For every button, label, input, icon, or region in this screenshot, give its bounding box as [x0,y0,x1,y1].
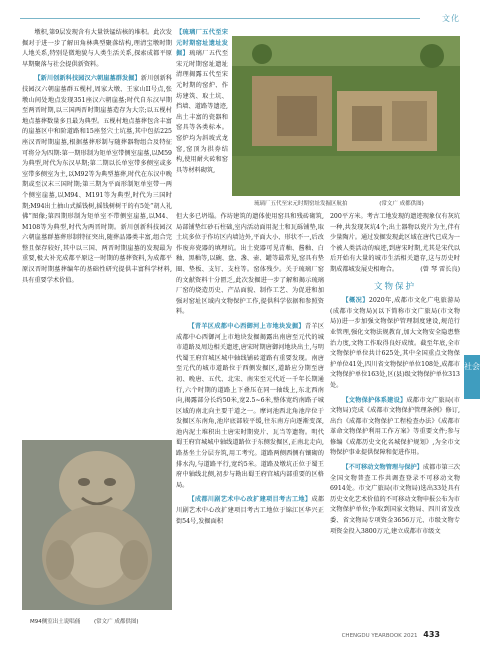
figurine-caption-credit: (常文广 成都供图) [94,619,139,625]
kiln-site-caption-title: 琉璃厂五代至宋元时期窑址发掘区航拍 [254,201,348,207]
figurine-caption-title: M94侧室出土说唱俑 [30,619,81,625]
figurine-illustration [22,440,172,610]
middle-column-lower [176,212,324,527]
footer-journal: CHENGDU YEARBOOK 2021 [341,633,418,639]
middle-column-upper [176,28,228,176]
section-title-liulichang: 【琉璃厂五代至宋元时期窑址遗址发掘】 [176,29,228,58]
middle-paragraph-2-text: 青羊区成都中心西御河上市地块发掘揭露出南唐至元代的城市道路及周边相关遗迹,唐宋时期唐御河地块出土,与明代蜀王府宫城区城中轴线铺砖道路有重要发现。南唐至元代的城市道路位于西侧发掘区,道路应分期至唐初、晚唐、五代、北宋、南宋至元代近一千年长期通行,六个时期的道路上下叠压在同一轴线上,东北西南向,揭露部分长约50米,宽2.5~6米,整体宽约南路子城区域的南北向主要干道之一。摩诃池西北角池岸位于发掘区东南角,池岸底部较平缓,往东南方向逐渐变深,池内泥土堆积出土唐宋时期瓷片、瓦当等遗物。明代蜀王府宫城城中轴线道路位于东侧发掘区,正南北走向,路基坐土分层夯筑,用工考究。道路两侧西侧有镶砌的排水沟,与道路平行,宽约5米。道路及墩坑正位于蜀王府中轴线北侧,初步与勘出蜀王府宫城内部重要的区格局。 [176,322,325,489]
kiln-site-illustration [232,36,460,196]
middle-paragraph-2 [176,322,324,492]
kiln-site-caption-credit: (常文广 成都供图) [379,201,424,207]
middle-paragraph-1-text: 琉璃厂五代至宋元时期窑址遗址清理揭露五代至宋元时期的窑炉、作坊建筑、取土坑、挡墙、道路等遗迹,出土丰富的瓷器和窑具等各类标本。窑炉均为斜坡式龙窑,窑顶为拱券结构,使用耐火砖和窑具等材料砌筑, [176,50,229,174]
middle-paragraph-1 [176,28,228,176]
right-paragraph-immovable-text: 成都市第三次全国文物普查工作共调查登录不可移动文物6914处。市文广旅局(市文物局)选出33处具有历史文化艺术价值的不可移动文物申报公布为市文物保护单位;争取到国家文物局、四川省发改委、省文物局专项资金3656万元、市级文物专项资金投入3800万元,建立成都市市级文 [330,464,461,535]
middle-paragraph-3 [176,495,324,527]
section-title-immovable: 【不可移动文物管理与保护】 [342,464,423,472]
right-paragraph-system-text: 成都市文广旅局(市文物局)完成《成都市文物保护管理条例》修订,出台《成都市文物保护工程检查办法》《成都市革命文物保护利用工作方案》等重要文件;参与修编《成都历史文化名城保护规划》,为全市文物保护事业提供保障和促进作用。 [330,396,460,457]
kiln-site-photo [232,36,460,196]
section-title-chuanju: 【成都川剧艺术中心改扩建项目考古工地】 [188,496,312,504]
right-credit: (曾 琴 雷长良) [420,265,460,273]
right-paragraph-system [330,396,460,460]
kiln-site-caption [232,199,460,207]
right-paragraph-1-text: 200平方米。考古工地发现的遗迹现象仅有灰坑一种,共发现灰坑4个;出土器物以瓷片为主,伴有少量陶片。通过发掘发现此区域在唐代已成为一个被人类活动的痕迹,到唐宋时期,尤其是宋代以后开始有大量的城市生活相关遗存,这与历史时期成都城发展史相吻合。 [330,213,460,273]
right-column [330,212,460,537]
side-tab-society [464,355,480,399]
left-paragraph-1: 墩积,第9层发现含有大量铁锰结核的堆积。此次发掘对于进一步了解田角林典型聚落结构,理清宝墩时期人地关系,特别是微地貌与人类生活关系,探索成都平原早期聚落与社会提供新资料。 [22,29,172,68]
page-header [0,10,480,28]
right-paragraph-overview-text: 2020年,成都市文化广电旅游局(成都市文物局)(以下简称市文广旅局(市文物局))进一步加强文物保护管理制度建设,规范行业管理,强化文物法规教育,加大文物安全隐患整治力度,文物工作取得良好成绩。截至年底,全市文物保护单位共计625处,其中全国重点文物保护单位41处,四川省文物保护单位108处,成都市文物保护单位163处,区(县)级文物保护单位313处。 [330,297,461,389]
middle-paragraph-1b: 但大多已坍塌。作坊建筑的遗体使用窑具和残砖砌筑,局部铺垫红砂石柱础,室内活动面用泥土和瓦砾铺垫,取土坑多位于作坊区内墙边外,平面大小、形状不一,后改作废弃瓷器的填埋坑。出土瓷器可见青釉、酱釉、白釉、黑釉等,以碗、盘、盏、壶、罐等最常见,窑具有垫圈、垫板、支钉、支柱等。窑体残少。关于琉璃厂窑的文献资料十分匮乏,此次发掘进一步了解和揭示琉璃厂窑的烧造历史、产品面貌、制作工艺、为促进和加强对窑址区域内文物保护工作,提供科学依据和参照资料。 [176,213,324,316]
page-number: 433 [423,630,440,639]
section-title-system: 【文物保护体系建设】 [342,396,407,404]
page-footer [342,630,440,639]
heading-cultural-protection: 文物保护 [373,281,416,292]
section-title-qingyang: 【青羊区成都中心西御河上市地块发掘】 [188,322,305,330]
left-paragraph-2-text: 新川创新科技园汉六朝崖墓群五枧村,周家大墩、王家山II号点,张墩山间处地点发现351座汉六朝崖墓;时代自东汉早期至两晋时期,以三国两晋时期崖墓造存为大宗;以五枧村地点墓葬数量多且最为典型。五枧村地点墓葬包含丰富的崖墓区中和阶道路和15座竖穴土坑墓,其中包括225座汉晋时期崖墓,根据墓葬形制与随葬器物组合及特征可将分为四期:第一期形制为矩单室带侧室崖墓,以M59为典型,时代为东汉早期;第二期以长单室带多侧室或多室带多侧室为主,以M92等为典型墓葬,时代在东汉中晚期或至汉末三国时期;第三期为平面形制矩单室带一两个侧室崖墓,以M94、M191等为典型,时代为三国时期;M94出土抽山式摇钱树,摇钱树树干的有5处“胡人礼佛”图像;第四期形制为矩单室不带侧室崖墓,以M4、M108等为典型,时代为两晋时期。新川创新科技园汉六朝崖墓群墓葬形制特征突出,随葬品器类丰富,组合完整且保存较好,其中以三国、两晋时期崖墓的发现最为重要,极大补充成都平原这一时期的墓葬资料,为成都平原汉晋时期墓葬编年的基础性研究提供丰富科学材料,具有重要学术价值。 [22,75,173,284]
figurine-photo [22,440,172,610]
side-tab-label: 社会 [464,362,480,371]
section-tag: 文化 [442,14,460,23]
header-rule [20,18,420,19]
middle-paragraph-3-text: 成都川剧艺术中心改扩建项目考古工地位于锦江区华兴正街54号,发掘面积 [176,496,325,525]
figurine-caption [30,617,170,625]
right-paragraph-1 [330,212,460,276]
right-paragraph-overview [330,296,460,391]
section-title-overview: 【概况】 [342,297,369,305]
left-paragraph-2 [22,74,172,286]
right-paragraph-immovable [330,463,460,537]
section-title-xinchuan: 【新川创新科技园汉六朝崖墓群发掘】 [34,75,141,83]
left-column [22,28,172,286]
